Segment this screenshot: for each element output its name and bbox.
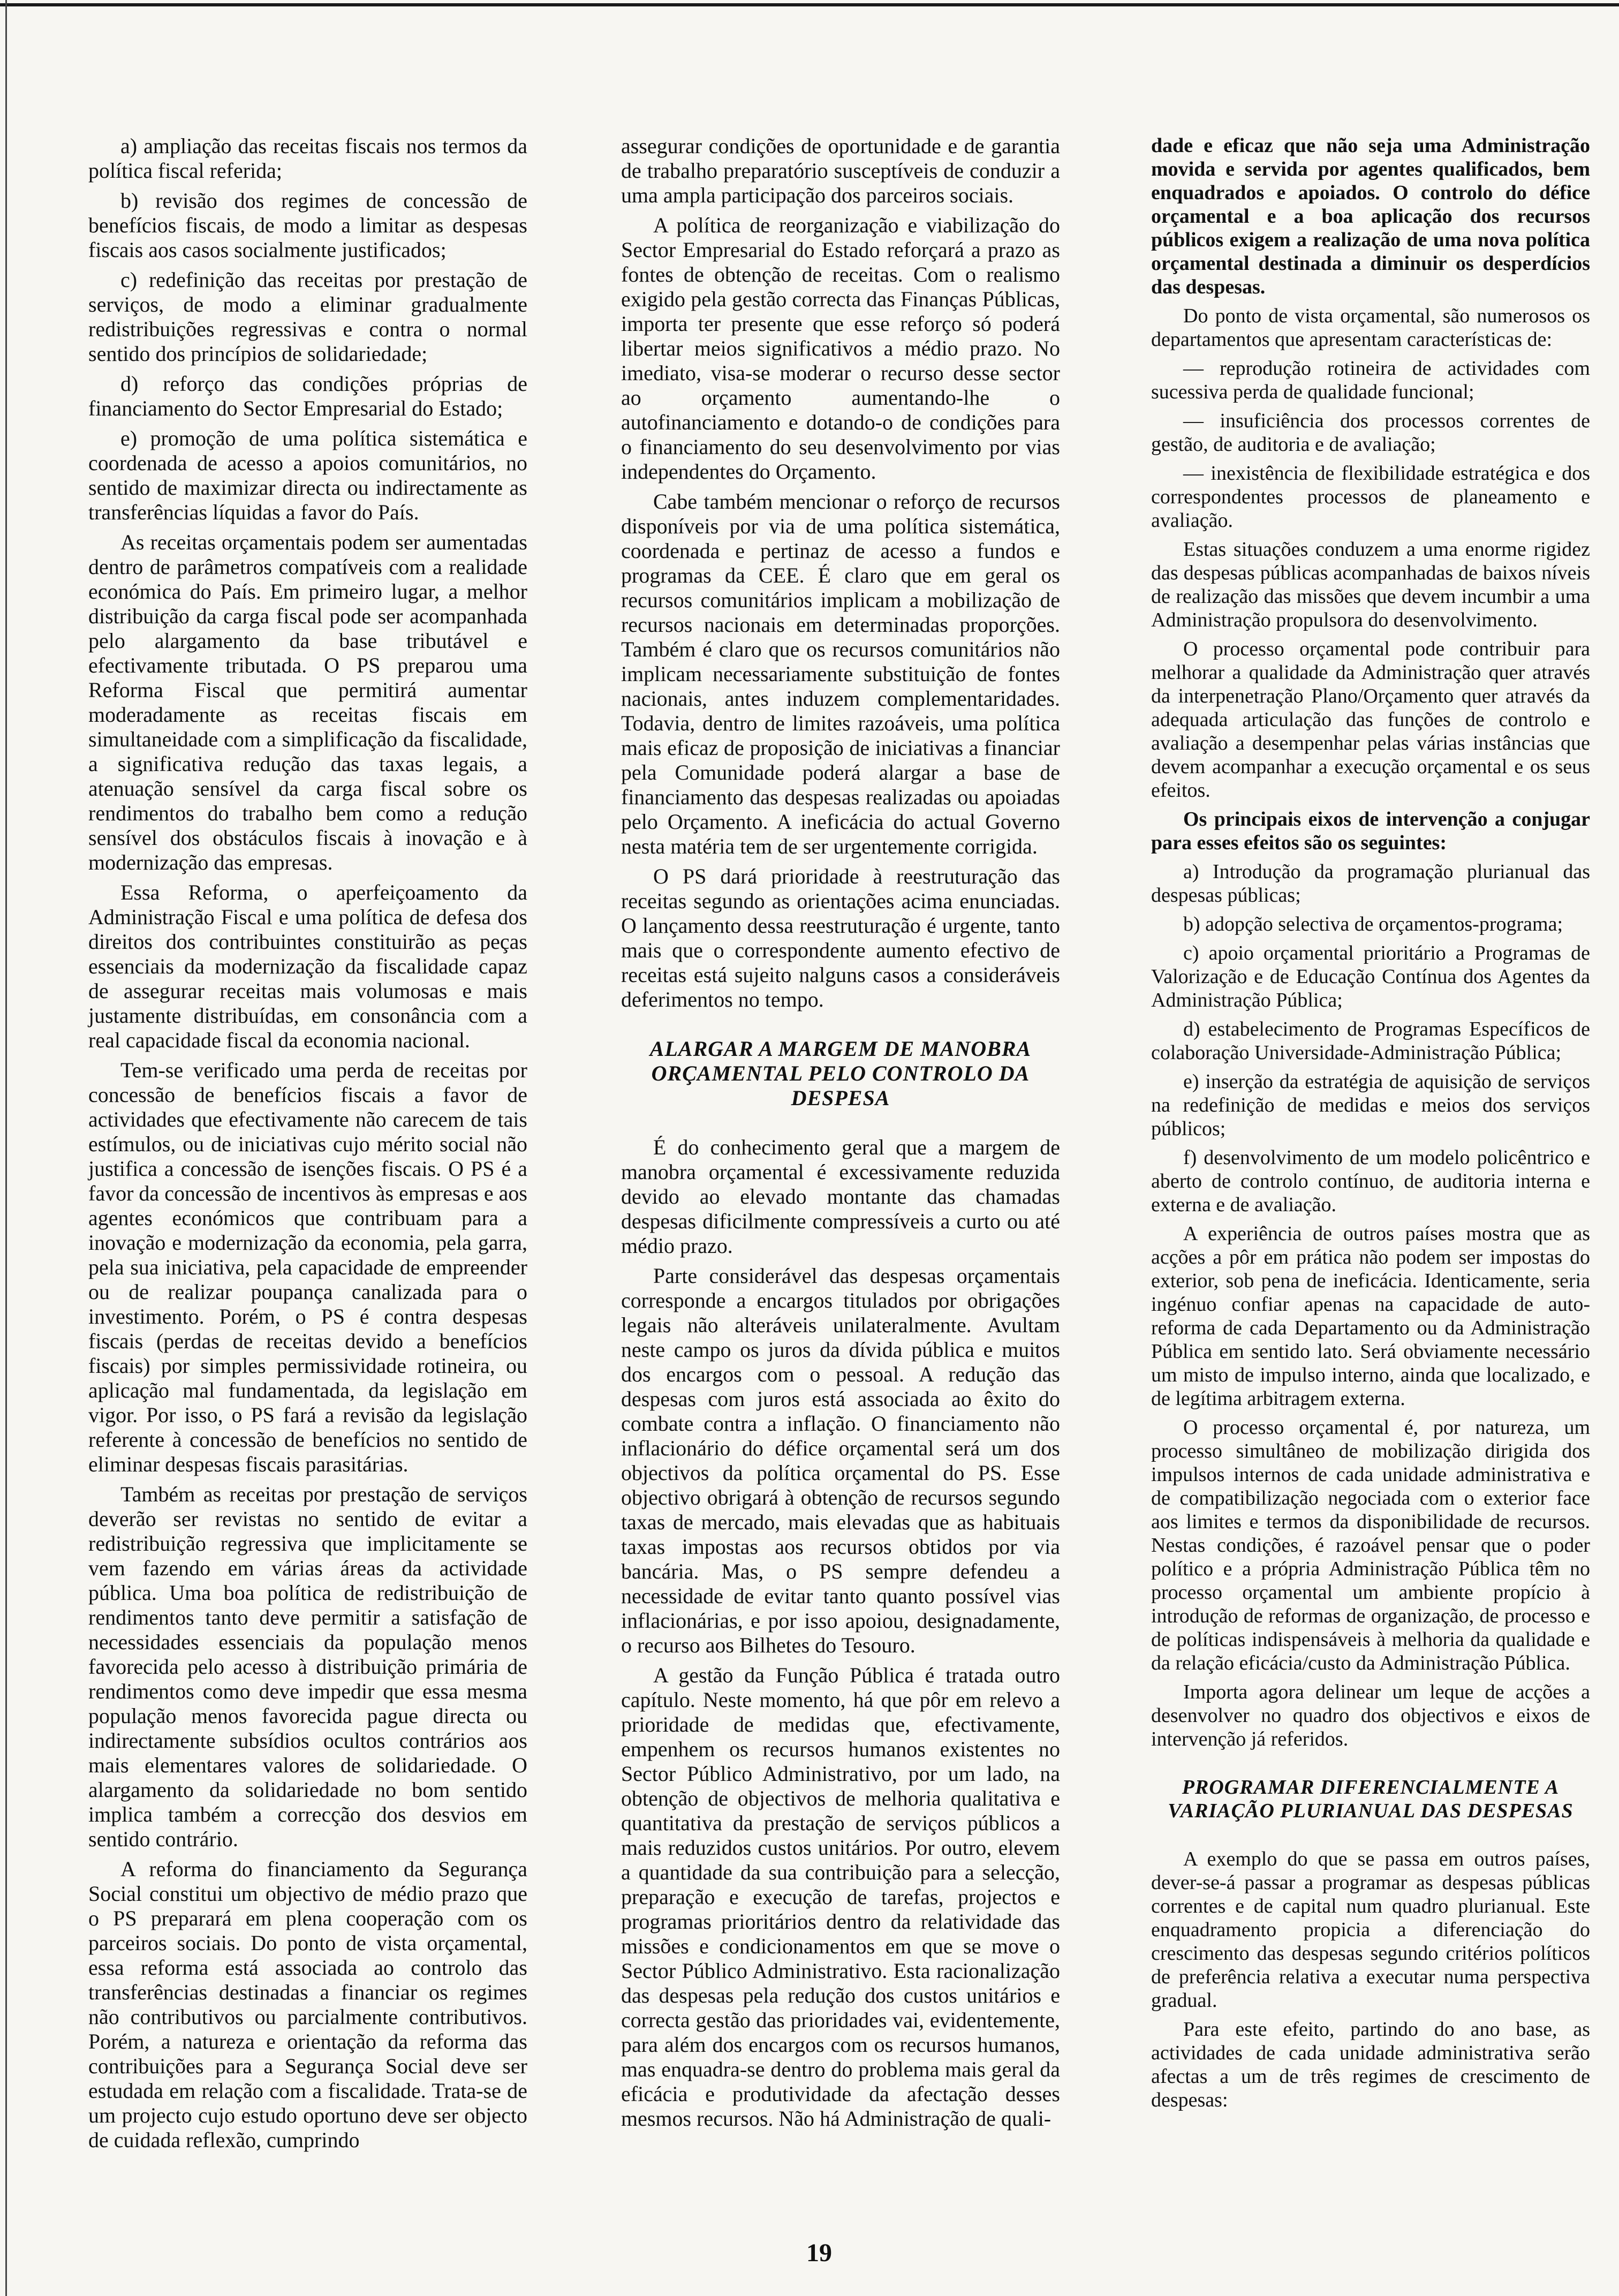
paragraph: b) revisão dos regimes de concessão de benefícios fiscais, de modo a limitar as despesas fiscais aos casos socialmente justificados; — [88, 188, 527, 262]
paragraph: O PS dará prioridade à reestruturação das receitas segundo as orientações acima enunciadas. O lançamento dessa reestruturação é urgente, tanto mais que o correspondente aumento efectivo de receitas está sujeito nalguns casos a consideráveis deferimentos no tempo. — [621, 864, 1060, 1011]
paragraph: Os principais eixos de intervenção a conjugar para esses efeitos são os seguintes: — [1151, 808, 1590, 854]
paragraph: Parte considerável das despesas orçamentais corresponde a encargos titulados por obrigações legais não alteráveis unilateralmente. Avultam neste campo os juros da dívida pública e muitos dos encargos com o pessoal. A redução das despesas com juros está associada ao êxito do combate contra a inflação. O financiamento não inflacionário do défice orçamental será um dos objectivos da política orçamental do PS. Esse objectivo obrigará à obtenção de recursos segundo taxas de mercado, mais elevadas que as habituais taxas impostas aos recursos obtidos por via bancária. Mas, o PS sempre defendeu a necessidade de evitar tanto quanto possível vias inflacionárias, e por isso apoiou, designadamente, o recurso aos Bilhetes do Tesouro. — [621, 1264, 1060, 1657]
list-item: f) desenvolvimento de um modelo policêntrico e aberto de controlo contínuo, de auditoria interna e externa e de avaliação. — [1151, 1146, 1590, 1216]
left-border-rule — [5, 0, 7, 2296]
column-2 — [621, 134, 1060, 2178]
list-item: b) adopção selectiva de orçamentos-programa; — [1183, 913, 1563, 935]
list-item: c) apoio orçamental prioritário a Programas de Valorização e de Educação Contínua dos Agentes da Administração Pública; — [1151, 942, 1590, 1011]
paragraph: assegurar condições de oportunidade e de garantia de trabalho preparatório susceptíveis de conduzir a uma ampla participação dos parceiros sociais. — [621, 134, 1060, 207]
paragraph: O processo orçamental é, por natureza, um processo simultâneo de mobilização dirigida dos impulsos internos de cada unidade administrativa e de compatibilização negociada com o exterior face aos limites e termos da disponibilidade de recursos. Nestas condições, é razoável pensar que o poder político e a própria Administração Pública têm no processo orçamental um ambiente propício à introdução de reformas de organização, de processo e de políticas indispensáveis à melhoria da qualidade e da relação eficácia/custo da Administração Pública. — [1151, 1416, 1590, 1674]
paragraph: dade e eficaz que não seja uma Administração movida e servida por agentes qualificados, bem enquadrados e apoiados. O controlo do défice orçamental e a boa aplicação dos recursos públicos exigem a realização de uma nova política orçamental destinada a diminuir os desperdícios das despesas. — [1151, 134, 1590, 298]
list-item: a) Introdução da programação plurianual das despesas públicas; — [1151, 860, 1590, 907]
list-item: — reprodução rotineira de actividades com sucessiva perda de qualidade funcional; — [1151, 357, 1590, 403]
paragraph: Tem-se verificado uma perda de receitas por concessão de benefícios fiscais a favor de actividades que efectivamente não carecem de tais estímulos, ou de iniciativas cujo mérito social não justifica a concessão de isenções fiscais. O PS é a favor da concessão de incentivos às empresas e aos agentes económicos que contribuam para a inovação e modernização da economia, pela garra, pela sua iniciativa, pela capacidade de empreender ou de realizar poupança canalizada para o investimento. Porém, o PS é contra despesas fiscais (perdas de receitas devido a benefícios fiscais) por simples permissividade rotineira, ou aplicação mal fundamentada, da legislação em vigor. Por isso, o PS fará a revisão da legislação referente à concessão de benefícios no sentido de eliminar despesas fiscais parasitárias. — [88, 1058, 527, 1476]
column-1 — [88, 134, 527, 2178]
paragraph: As receitas orçamentais podem ser aumentadas dentro de parâmetros compatíveis com a realidade económica do País. Em primeiro lugar, a melhor distribuição da carga fiscal pode ser acompanhada pelo alargamento da base tributável e efectivamente tributada. O PS preparou uma Reforma Fiscal que permitirá aumentar moderadamente as receitas fiscais em simultaneidade com a simplificação da fiscalidade, a significativa redução das taxas legais, a atenuação sensível da carga fiscal sobre os rendimentos do trabalho bem como a redução sensível dos obstáculos fiscais à inovação e à modernização das empresas. — [88, 530, 527, 874]
list-item: e) inserção da estratégia de aquisição de serviços na redefinição de medidas e meios dos serviços públicos; — [1151, 1070, 1590, 1140]
paragraph: Importa agora delinear um leque de acções a desenvolver no quadro dos objectivos e eixos de intervenção já referidos. — [1151, 1681, 1590, 1750]
section-heading: ALARGAR A MARGEM DE MANOBRA ORÇAMENTAL PELO CONTROLO DA DESPESA — [649, 1037, 1032, 1110]
section-heading: PROGRAMAR DIFERENCIALMENTE A VARIAÇÃO PLURIANUAL DAS DESPESAS — [1168, 1776, 1573, 1822]
paragraph: Estas situações conduzem a uma enorme rigidez das despesas públicas acompanhadas de baixos níveis de realização das missões que devem incumbir a uma Administração propulsora do desenvolvimento. — [1151, 538, 1590, 631]
paragraph: É do conhecimento geral que a margem de manobra orçamental é excessivamente reduzida devido ao elevado montante das chamadas despesas dificilmente compressíveis a curto ou até médio prazo. — [621, 1135, 1060, 1258]
paragraph: A gestão da Função Pública é tratada outro capítulo. Neste momento, há que pôr em relevo a prioridade de medidas que, efectivamente, empenhem os recursos humanos existentes no Sector Público Administrativo, por um lado, na obtenção de objectivos de melhoria qualitativa e quantitativa da prestação de serviços públicos a mais reduzidos custos unitários. Por outro, elevem a quantidade da sua contribuição para a selecção, preparação e execução de tarefas, projectos e programas prioritários dentro da relatividade das missões e condicionamentos em que se move o Sector Público Administrativo. Esta racionalização das despesas pela redução dos custos unitários e correcta gestão das prioridades vai, evidentemente, para além dos encargos com os recursos humanos, mas enquadra-se dentro do problema mais geral da eficácia e produtividade da afectação desses mesmos recursos. Não há Administração de quali- — [621, 1663, 1060, 2131]
paragraph: e) promoção de uma política sistemática e coordenada de acesso a apoios comunitários, no sentido de maximizar directa ou indirectamente as transferências líquidas a favor do País. — [88, 426, 527, 524]
top-border-rule — [0, 3, 1619, 6]
paragraph: Essa Reforma, o aperfeiçoamento da Administração Fiscal e uma política de defesa dos direitos dos contribuintes constituirão as peças essenciais da modernização da fiscalidade capaz de assegurar receitas mais volumosas e mais justamente distribuídas, em consonância com a real capacidade fiscal da economia nacional. — [88, 880, 527, 1052]
list-item: — inexistência de flexibilidade estratégica e dos correspondentes processos de planeamento e avaliação. — [1151, 462, 1590, 532]
column-3 — [1151, 134, 1590, 2178]
paragraph: A experiência de outros países mostra que as acções a pôr em prática não podem ser impostas do exterior, sob pena de ineficácia. Identicamente, seria ingénuo confiar apenas na capacidade de auto-reforma de cada Departamento ou da Administração Pública em sentido lato. Será obviamente necessário um misto de impulso interno, ainda que localizado, e de legítima arbitragem externa. — [1151, 1222, 1590, 1410]
paragraph: Do ponto de vista orçamental, são numerosos os departamentos que apresentam características de: — [1151, 305, 1590, 351]
paragraph: Para este efeito, partindo do ano base, as actividades de cada unidade administrativa serão afectas a um de três regimes de crescimento de despesas: — [1151, 2018, 1590, 2111]
paragraph: O processo orçamental pode contribuir para melhorar a qualidade da Administração quer através da interpenetração Plano/Orçamento quer através da adequada articulação das funções de controlo e avaliação a desempenhar pelas várias instâncias que devem acompanhar a execução orçamental e os seus efeitos. — [1151, 638, 1590, 802]
list-item: d) estabelecimento de Programas Específicos de colaboração Universidade-Administração Pública; — [1151, 1018, 1590, 1064]
page-number: 19 — [806, 2239, 832, 2267]
paragraph: d) reforço das condições próprias de financiamento do Sector Empresarial do Estado; — [88, 372, 527, 420]
list-item: — insuficiência dos processos correntes de gestão, de auditoria e de avaliação; — [1151, 410, 1590, 456]
paragraph: Cabe também mencionar o reforço de recursos disponíveis por via de uma política sistemática, coordenada e pertinaz de acesso a fundos e programas da CEE. É claro que em geral os recursos comunitários implicam a mobilização de recursos nacionais em determinadas proporções. Também é claro que os recursos comunitários não implicam necessariamente substituição de fontes nacionais, antes induzem complementaridades. Todavia, dentro de limites razoáveis, uma política mais eficaz de proposição de iniciativas a financiar pela Comunidade poderá alargar a base de financiamento das despesas realizadas ou apoiadas pelo Orçamento. A ineficácia do actual Governo nesta matéria tem de ser urgentemente corrigida. — [621, 489, 1060, 858]
paragraph: A exemplo do que se passa em outros países, dever-se-á passar a programar as despesas públicas correntes e de capital num quadro plurianual. Este enquadramento propicia a diferenciação do crescimento das despesas segundo critérios políticos de preferência relativa a executar numa perspectiva gradual. — [1151, 1848, 1590, 2012]
paragraph: A reforma do financiamento da Segurança Social constitui um objectivo de médio prazo que o PS preparará em plena cooperação com os parceiros sociais. Do ponto de vista orçamental, essa reforma está associada ao controlo das transferências destinadas a financiar os regimes não contributivos ou parcialmente contributivos. Porém, a natureza e orientação da reforma das contribuições para a Segurança Social deve ser estudada em relação com a fiscalidade. Trata-se de um projecto cujo estudo oportuno deve ser objecto de cuidada reflexão, cumprindo — [88, 1857, 527, 2152]
paragraph: a) ampliação das receitas fiscais nos termos da política fiscal referida; — [88, 134, 527, 183]
paragraph: c) redefinição das receitas por prestação de serviços, de modo a eliminar gradualmente redistribuições regressivas e contra o normal sentido dos princípios de solidariedade; — [88, 268, 527, 366]
paragraph: A política de reorganização e viabilização do Sector Empresarial do Estado reforçará a prazo as fontes de obtenção de receitas. Com o realismo exigido pela gestão correcta das Finanças Públicas, importa ter presente que esse reforço só poderá libertar meios significativos a médio prazo. No imediato, visa-se moderar o recurso desse sector ao orçamento aumentando-lhe o autofinanciamento e dotando-o de condições para o financiamento do seu desenvolvimento por vias independentes do Orçamento. — [621, 213, 1060, 484]
paragraph: Também as receitas por prestação de serviços deverão ser revistas no sentido de evitar a redistribuição regressiva que implicitamente se vem fazendo em várias áreas da actividade pública. Uma boa política de redistribuição de rendimentos tanto deve permitir a satisfação de necessidades essenciais da população menos favorecida pelo acesso à distribuição primária de rendimentos como deve impedir que essa mesma população menos favorecida pague directa ou indirectamente subsídios ocultos contrários aos mais elementares valores de solidariedade. O alargamento da solidariedade no bom sentido implica também a correcção dos desvios em sentido contrário. — [88, 1482, 527, 1851]
